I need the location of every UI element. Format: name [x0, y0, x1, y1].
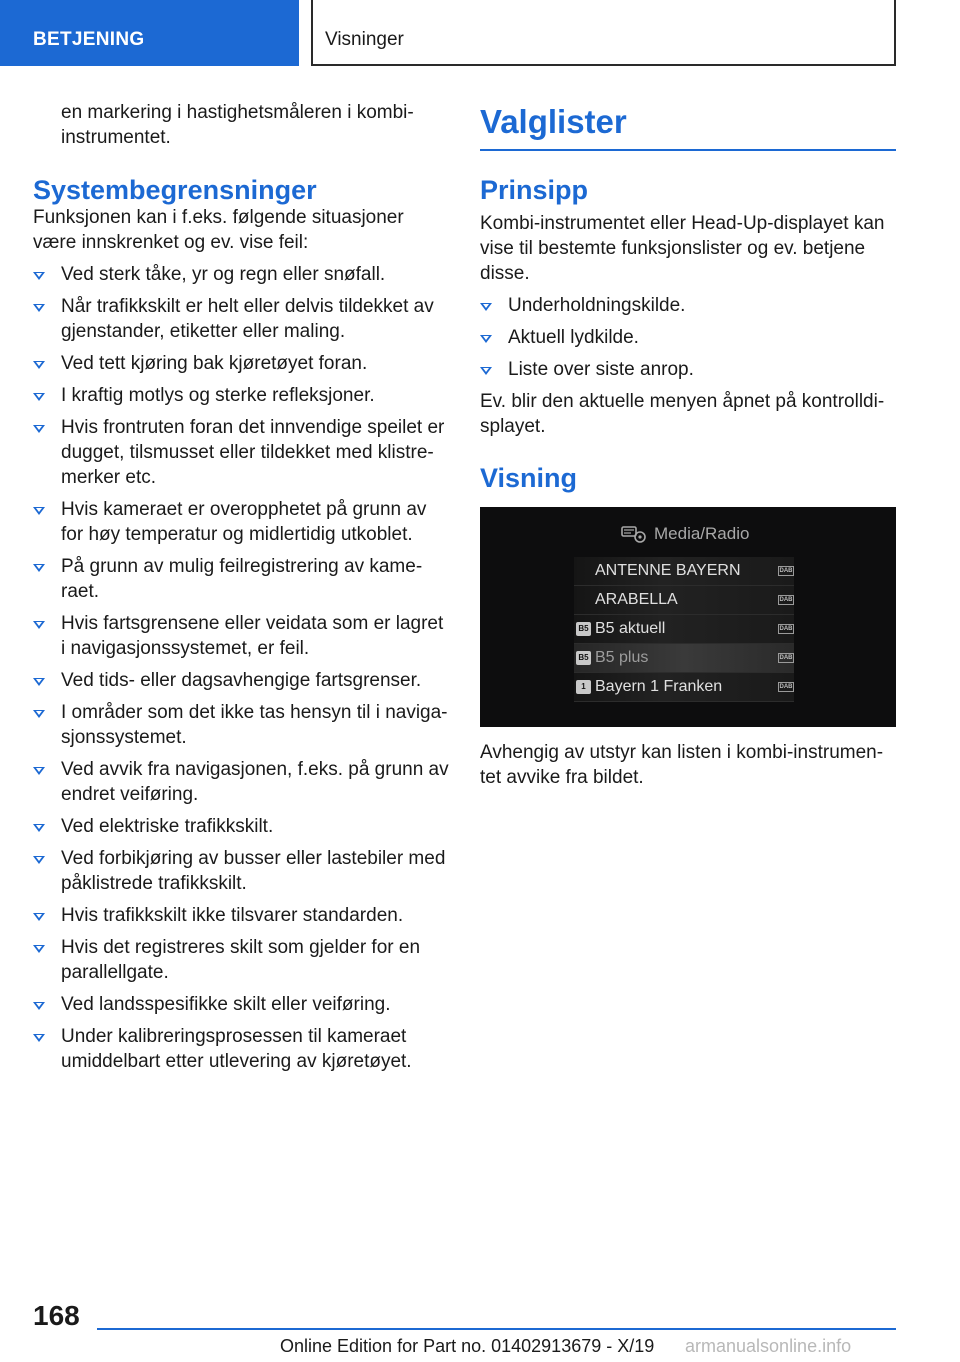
triangle-bullet-icon	[33, 945, 45, 953]
chapter-heading-valglister: Valglister	[480, 102, 896, 151]
dab-icon: DAB	[779, 597, 793, 603]
list-item: Underholdningskilde.	[480, 293, 896, 318]
triangle-bullet-icon	[33, 304, 45, 312]
dab-icon: DAB	[779, 655, 793, 661]
header-title: Visninger	[325, 29, 404, 50]
station-row-selected: B5 B5 plus DAB	[574, 644, 794, 673]
triangle-bullet-icon	[33, 361, 45, 369]
station-logo-icon: B5	[576, 651, 591, 665]
triangle-bullet-icon	[33, 272, 45, 280]
list-item: På grunn av mulig feilregistrering av kame-raet.	[33, 554, 451, 604]
list-item: Ved avvik fra navigasjonen, f.eks. på grunn av endret veiføring.	[33, 757, 451, 807]
list-item: Liste over siste anrop.	[480, 357, 896, 382]
triangle-bullet-icon	[33, 621, 45, 629]
page-number: 168	[33, 1300, 80, 1331]
triangle-bullet-icon	[480, 335, 492, 343]
list-item: Ved elektriske trafikkskilt.	[33, 814, 451, 839]
station-row: ANTENNE BAYERN DAB	[574, 557, 794, 586]
triangle-bullet-icon	[33, 393, 45, 401]
dab-icon: DAB	[779, 626, 793, 632]
list-item: Hvis trafikkskilt ikke tilsvarer standarden.	[33, 903, 451, 928]
header-section-tab	[0, 0, 299, 66]
subheading-prinsipp: Prinsipp	[480, 175, 589, 205]
display-header	[620, 521, 749, 547]
triangle-bullet-icon	[33, 856, 45, 864]
right-column	[480, 100, 896, 790]
list-item: Under kalibreringsprosessen til kameraet umiddelbart etter utlevering av kjøretøyet.	[33, 1024, 451, 1074]
list-item: Aktuell lydkilde.	[480, 325, 896, 350]
section-paragraph: Funksjonen kan i f.eks. følgende situasjoner være innskrenket og ev. vise feil:	[33, 207, 404, 253]
triangle-bullet-icon	[33, 678, 45, 686]
list-item: Når trafikkskilt er helt eller delvis tildekket av gjenstander, etiketter eller maling.	[33, 294, 451, 344]
media-radio-icon	[620, 524, 648, 544]
intro-text: en markering i hastighetsmåleren i kombi-instrumentet.	[61, 102, 414, 148]
image-caption: Avhengig av utstyr kan listen i kombi-instrumen-tet avvike fra bildet.	[480, 742, 884, 788]
instrument-display-image	[480, 507, 896, 727]
limitations-list	[33, 262, 451, 1074]
dab-icon: DAB	[779, 684, 793, 690]
station-row: 1 Bayern 1 Franken DAB	[574, 673, 794, 702]
triangle-bullet-icon	[33, 425, 45, 433]
list-item: I kraftig motlys og sterke refleksjoner.	[33, 383, 451, 408]
station-logo-icon: B5	[576, 622, 591, 636]
triangle-bullet-icon	[33, 710, 45, 718]
station-list	[574, 557, 794, 702]
list-item: Ved tett kjøring bak kjøretøyet foran.	[33, 351, 451, 376]
list-item: Ved tids- eller dagsavhengige fartsgrenser.	[33, 668, 451, 693]
prinsipp-paragraph: Kombi-instrumentet eller Head-Up-displayet kan vise til bestemte funksjonslister og ev. betjene disse.	[480, 213, 885, 284]
list-item: Hvis frontruten foran det innvendige speilet er dugget, tilsmusset eller tildekket med klistre-merker etc.	[33, 415, 451, 490]
triangle-bullet-icon	[480, 303, 492, 311]
triangle-bullet-icon	[33, 1002, 45, 1010]
footer-edition: Online Edition for Part no. 01402913679 - X/19	[280, 1336, 655, 1356]
left-column	[33, 100, 451, 1074]
list-item: Hvis kameraet er overopphetet på grunn av for høy temperatur og midlertidig utkoblet.	[33, 497, 451, 547]
display-title: Media/Radio	[654, 524, 750, 543]
triangle-bullet-icon	[33, 507, 45, 515]
function-list	[480, 293, 896, 382]
list-item: Ved forbikjøring av busser eller lastebiler med påklistrede trafikkskilt.	[33, 846, 451, 896]
triangle-bullet-icon	[33, 824, 45, 832]
dab-icon: DAB	[779, 568, 793, 574]
list-item: Hvis fartsgrensene eller veidata som er lagret i navigasjonssystemet, er feil.	[33, 611, 451, 661]
triangle-bullet-icon	[33, 564, 45, 572]
subheading-visning: Visning	[480, 463, 578, 493]
triangle-bullet-icon	[33, 767, 45, 775]
header-title-box	[311, 0, 896, 66]
header-section-label: BETJENING	[33, 29, 145, 50]
menu-paragraph: Ev. blir den aktuelle menyen åpnet på kontrolldi-splayet.	[480, 391, 885, 437]
station-logo-icon: 1	[576, 680, 591, 694]
triangle-bullet-icon	[480, 367, 492, 375]
triangle-bullet-icon	[33, 913, 45, 921]
list-item: Ved landsspesifikke skilt eller veiføring.	[33, 992, 451, 1017]
station-row: ARABELLA DAB	[574, 586, 794, 615]
station-row: B5 B5 aktuell DAB	[574, 615, 794, 644]
list-item: I områder som det ikke tas hensyn til i naviga-sjonssystemet.	[33, 700, 451, 750]
section-heading-systembegrensninger: Systembegrensninger	[33, 175, 317, 205]
list-item: Hvis det registreres skilt som gjelder for en parallellgate.	[33, 935, 451, 985]
footer-rule	[97, 1328, 896, 1330]
list-item: Ved sterk tåke, yr og regn eller snøfall.	[33, 262, 451, 287]
footer-watermark: armanualsonline.info	[685, 1336, 852, 1356]
triangle-bullet-icon	[33, 1034, 45, 1042]
